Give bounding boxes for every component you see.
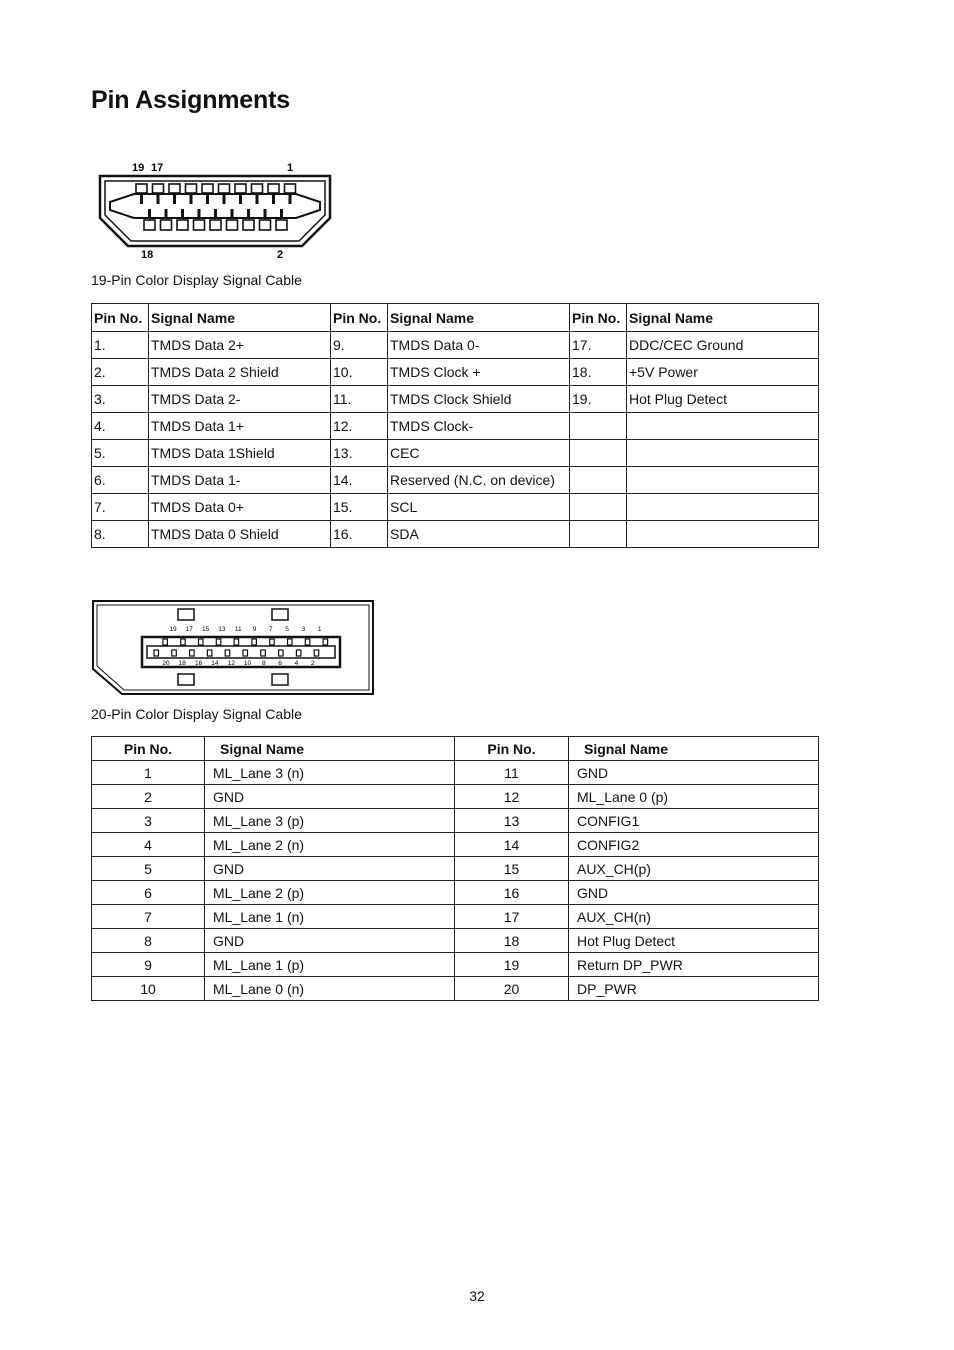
dp-top-label: 15 [201,626,210,633]
hdmi-pin-lead [198,209,201,218]
hdmi-pin-lead [140,195,143,204]
dp-top-label: 13 [218,626,226,633]
table-cell: 7 [92,905,205,929]
table-cell: ML_Lane 3 (n) [205,761,455,785]
dp-pin [314,650,319,656]
hdmi-pin [210,220,221,230]
column-header: Signal Name [627,304,819,332]
dp-top-label: 19 [169,626,177,633]
table-cell: 13 [455,809,569,833]
dp-top-label: 7 [268,626,273,633]
table-cell: 5 [92,857,205,881]
column-header: Pin No. [570,304,627,332]
hdmi-pin-lead [173,195,176,204]
hdmi-pin [268,184,279,193]
dp-bottom-label: 8 [261,660,266,667]
table-cell [627,521,819,548]
dp-top-label: 3 [301,626,306,633]
table-cell: 1 [92,761,205,785]
table-cell: GND [569,881,819,905]
hdmi-pin [219,184,230,193]
hdmi-pin-lead [223,195,226,204]
dp-pin [305,639,310,645]
table-cell: GND [569,761,819,785]
table-cell: ML_Lane 1 (n) [205,905,455,929]
table-cell: 4. [92,413,149,440]
table-cell: SCL [388,494,570,521]
dp-top-label: 1 [317,626,322,633]
table-cell: 9 [92,953,205,977]
table-cell [627,413,819,440]
dp-top-label: 5 [285,626,289,633]
displayport-caption: 20-Pin Color Display Signal Cable [91,706,302,722]
page-title: Pin Assignments [91,86,290,114]
hdmi-caption: 19-Pin Color Display Signal Cable [91,272,302,288]
hdmi-pin-lead [206,195,209,204]
table-cell: 4 [92,833,205,857]
table-header-row [92,304,819,332]
table-cell: 12. [331,413,388,440]
dp-pin [296,650,301,656]
hdmi-pin-lead [231,209,234,218]
dp-top-label: 17 [185,626,193,633]
hdmi-pin [169,184,180,193]
hdmi-pin-lead [148,209,151,218]
table-cell: 1. [92,332,149,359]
table-cell: 8. [92,521,149,548]
table-row [92,953,819,977]
table-cell: 6. [92,467,149,494]
hdmi-pin [194,220,205,230]
table-row [92,809,819,833]
dp-pin [163,639,168,645]
dp-bottom-label: 10 [243,660,252,667]
table-cell: 19. [570,386,627,413]
table-row [92,929,819,953]
table-cell: GND [205,857,455,881]
table-cell: CONFIG2 [569,833,819,857]
table-cell [570,413,627,440]
table-cell [570,521,627,548]
table-cell [570,440,627,467]
table-row [92,881,819,905]
table-cell: 11. [331,386,388,413]
table-cell [570,467,627,494]
table-row [92,857,819,881]
table-row [92,494,819,521]
table-row [92,440,819,467]
dp-bottom-label: 2 [310,660,315,667]
hdmi-pin-lead [289,195,292,204]
hdmi-pin-lead [157,195,160,204]
table-cell: 16. [331,521,388,548]
table-cell: 10 [92,977,205,1001]
table-cell: 11 [455,761,569,785]
table-cell: 2 [92,785,205,809]
table-cell: ML_Lane 0 (n) [205,977,455,1001]
hdmi-pin [285,184,296,193]
table-cell: TMDS Data 0+ [149,494,331,521]
table-cell: +5V Power [627,359,819,386]
table-cell [627,467,819,494]
table-cell: 15. [331,494,388,521]
column-header: Pin No. [331,304,388,332]
hdmi-pin [252,184,263,193]
hdmi-pin [136,184,147,193]
hdmi-top-label: 19 [132,162,145,174]
table-cell: DP_PWR [569,977,819,1001]
table-cell: ML_Lane 2 (n) [205,833,455,857]
table-cell: TMDS Clock + [388,359,570,386]
hdmi-pin-lead [264,209,267,218]
hdmi-pin [186,184,197,193]
dp-pin [252,639,257,645]
table-cell: 17 [455,905,569,929]
table-cell: 14 [455,833,569,857]
hdmi-pin-lead [256,195,259,204]
table-cell: 15 [455,857,569,881]
hdmi-pin [144,220,155,230]
table-cell: 14. [331,467,388,494]
table-cell: TMDS Data 0- [388,332,570,359]
table-cell: 3. [92,386,149,413]
table-cell: CEC [388,440,570,467]
dp-pin [216,639,221,645]
table-cell [627,494,819,521]
table-cell: DDC/CEC Ground [627,332,819,359]
hdmi-pin-lead [280,209,283,218]
table-cell: CONFIG1 [569,809,819,833]
table-row [92,386,819,413]
table-cell: 19 [455,953,569,977]
table-cell: TMDS Clock- [388,413,570,440]
table-cell: Return DP_PWR [569,953,819,977]
dp-bottom-label: 20 [162,660,170,667]
displayport-pin-table [91,736,819,1001]
dp-bottom-label: 18 [178,660,186,667]
table-cell: AUX_CH(n) [569,905,819,929]
table-cell: 2. [92,359,149,386]
table-cell: 7. [92,494,149,521]
table-cell: 9. [331,332,388,359]
table-cell: 10. [331,359,388,386]
table-cell [627,440,819,467]
table-cell: Hot Plug Detect [627,386,819,413]
column-header: Pin No. [455,737,569,761]
dp-pin [243,650,248,656]
hdmi-pin [153,184,164,193]
hdmi-bottom-label: 2 [277,249,284,261]
hdmi-pin [243,220,254,230]
table-cell: 16 [455,881,569,905]
hdmi-connector-diagram [96,158,336,264]
table-cell: 13. [331,440,388,467]
dp-pin [270,639,275,645]
dp-top-label-row [169,626,322,633]
table-cell: 5. [92,440,149,467]
hdmi-pin [227,220,238,230]
table-row [92,521,819,548]
column-header: Signal Name [388,304,570,332]
dp-top-label: 9 [252,626,257,633]
hdmi-pin-lead [181,209,184,218]
dp-pin [199,639,204,645]
table-cell: Hot Plug Detect [569,929,819,953]
table-cell: 18. [570,359,627,386]
table-cell: 18 [455,929,569,953]
table-cell: 12 [455,785,569,809]
table-cell: AUX_CH(p) [569,857,819,881]
hdmi-top-label: 1 [287,162,294,174]
dp-bottom-label: 6 [278,660,282,667]
table-cell: 3 [92,809,205,833]
table-cell: 8 [92,929,205,953]
table-cell: GND [205,929,455,953]
table-cell: Reserved (N.C. on device) [388,467,570,494]
hdmi-pin [260,220,271,230]
dp-pin [172,650,177,656]
dp-bottom-label: 12 [227,660,235,667]
dp-bottom-label: 14 [211,660,219,667]
hdmi-top-label: 17 [151,162,164,174]
hdmi-pin [161,220,172,230]
table-row [92,977,819,1001]
table-cell: ML_Lane 2 (p) [205,881,455,905]
displayport-connector-diagram [92,599,376,697]
dp-top-label: 11 [234,626,242,633]
dp-pin [323,639,328,645]
table-row [92,761,819,785]
hdmi-pin-lead [239,195,242,204]
hdmi-pin [202,184,213,193]
hdmi-bottom-pin-row [144,209,287,230]
table-cell: TMDS Data 1+ [149,413,331,440]
table-cell: TMDS Data 2+ [149,332,331,359]
table-cell: TMDS Data 1Shield [149,440,331,467]
hdmi-pin [177,220,188,230]
page-number: 32 [469,1288,485,1304]
column-header: Signal Name [205,737,455,761]
table-cell: 20 [455,977,569,1001]
table-cell: 17. [570,332,627,359]
column-header: Signal Name [569,737,819,761]
table-row [92,833,819,857]
dp-pin [279,650,284,656]
hdmi-pin-lead [214,209,217,218]
dp-bottom-label: 16 [194,660,203,667]
table-row [92,413,819,440]
hdmi-pin-lead [272,195,275,204]
dp-pin [234,639,239,645]
dp-pin [207,650,212,656]
table-cell: SDA [388,521,570,548]
hdmi-pin-lead [247,209,250,218]
table-header-row [92,737,819,761]
column-header: Pin No. [92,737,205,761]
dp-pin [154,650,159,656]
dp-pin [190,650,195,656]
hdmi-pin-lead [165,209,168,218]
hdmi-pin-lead [190,195,193,204]
table-row [92,359,819,386]
table-cell [570,494,627,521]
table-cell: TMDS Data 0 Shield [149,521,331,548]
column-header: Signal Name [149,304,331,332]
table-cell: GND [205,785,455,809]
dp-pin [288,639,293,645]
dp-pin [225,650,230,656]
hdmi-pin [276,220,287,230]
table-row [92,785,819,809]
table-cell: ML_Lane 0 (p) [569,785,819,809]
dp-pin-row [154,639,328,656]
table-cell: 6 [92,881,205,905]
hdmi-bottom-label: 18 [141,249,154,261]
table-cell: TMDS Data 2 Shield [149,359,331,386]
hdmi-pin [235,184,246,193]
table-row [92,467,819,494]
table-cell: ML_Lane 3 (p) [205,809,455,833]
hdmi-pin-table [91,303,819,548]
table-cell: TMDS Clock Shield [388,386,570,413]
dp-pin [261,650,266,656]
table-cell: TMDS Data 1- [149,467,331,494]
table-cell: ML_Lane 1 (p) [205,953,455,977]
dp-bottom-label: 4 [294,660,299,667]
table-row [92,332,819,359]
table-cell: TMDS Data 2- [149,386,331,413]
dp-pin [181,639,186,645]
column-header: Pin No. [92,304,149,332]
table-row [92,905,819,929]
